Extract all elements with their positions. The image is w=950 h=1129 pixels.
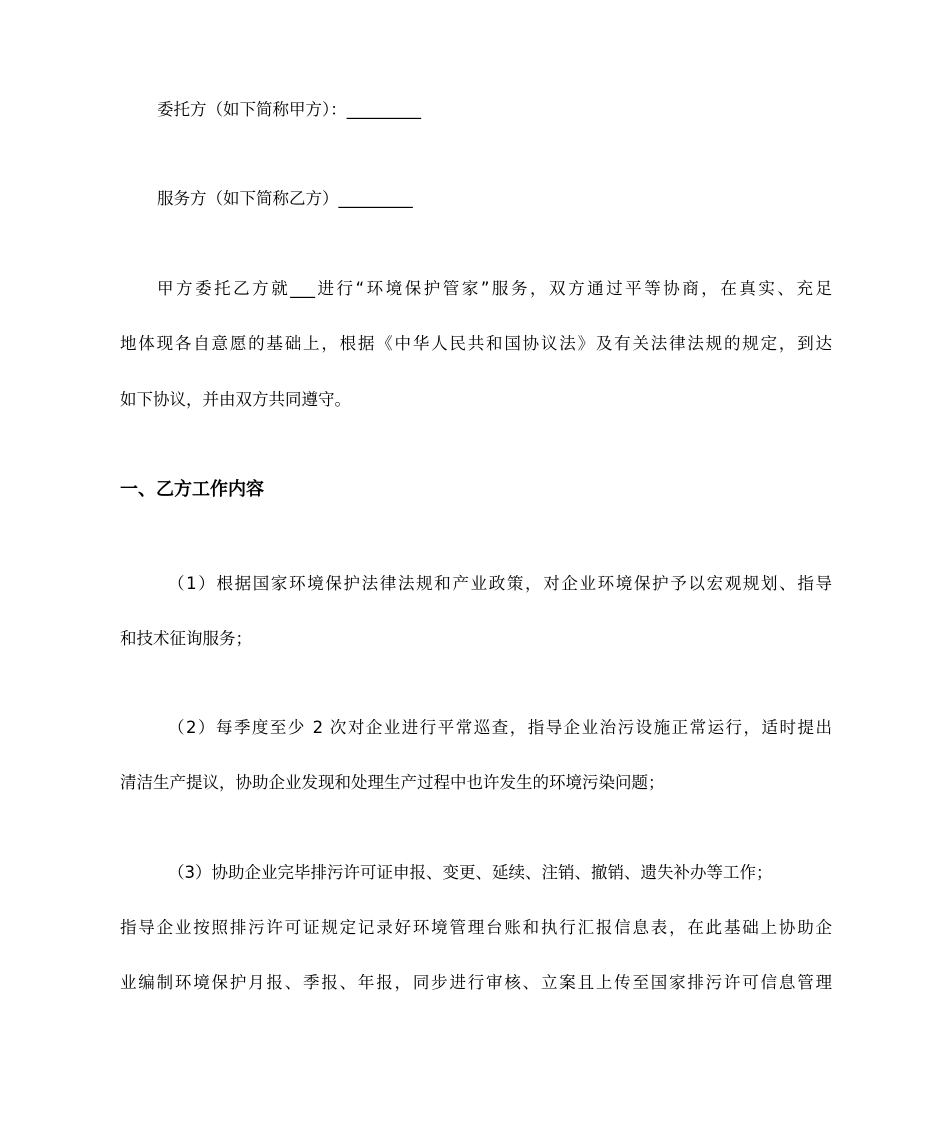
item-3-line-2: 指导企业按照排污许可证规定记录好环境管理台账和执行汇报信息表，在此基础上协助企	[120, 918, 832, 937]
intro-line-1: 甲方委托乙方就___进行“环境保护管家”服务，双方通过平等协商，在真实、充足	[157, 279, 832, 298]
client-line: 委托方（如下简称甲方）：_________	[157, 100, 421, 119]
item-1-line-2: 和技术征询服务；	[120, 629, 252, 648]
item-2-line-2: 清洁生产提议，协助企业发现和处理生产过程中也许发生的环境污染问题；	[120, 773, 665, 792]
provider-line: 服务方（如下简称乙方）_________	[157, 189, 413, 208]
item-3-line-3: 业编制环境保护月报、季报、年报，同步进行审核、立案且上传至国家排污许可信息管理	[120, 973, 832, 992]
intro-line-3: 如下协议，并由双方共同遵守。	[120, 390, 351, 409]
section-1-title: 一、乙方工作内容	[120, 479, 264, 500]
item-1-line-1: （1）根据国家环境保护法律法规和产业政策，对企业环境保护予以宏观规划、指导	[168, 574, 832, 593]
intro-line-2: 地体现各自意愿的基础上，根据《中华人民共和国协议法》及有关法律法规的规定，到达	[120, 334, 832, 353]
item-2-line-1: （2）每季度至少 2 次对企业进行平常巡查，指导企业治污设施正常运行，适时提出	[168, 718, 832, 737]
item-3-line-1: （3）协助企业完毕排污许可证申报、变更、延续、注销、撤销、遗失补办等工作；	[168, 863, 773, 882]
